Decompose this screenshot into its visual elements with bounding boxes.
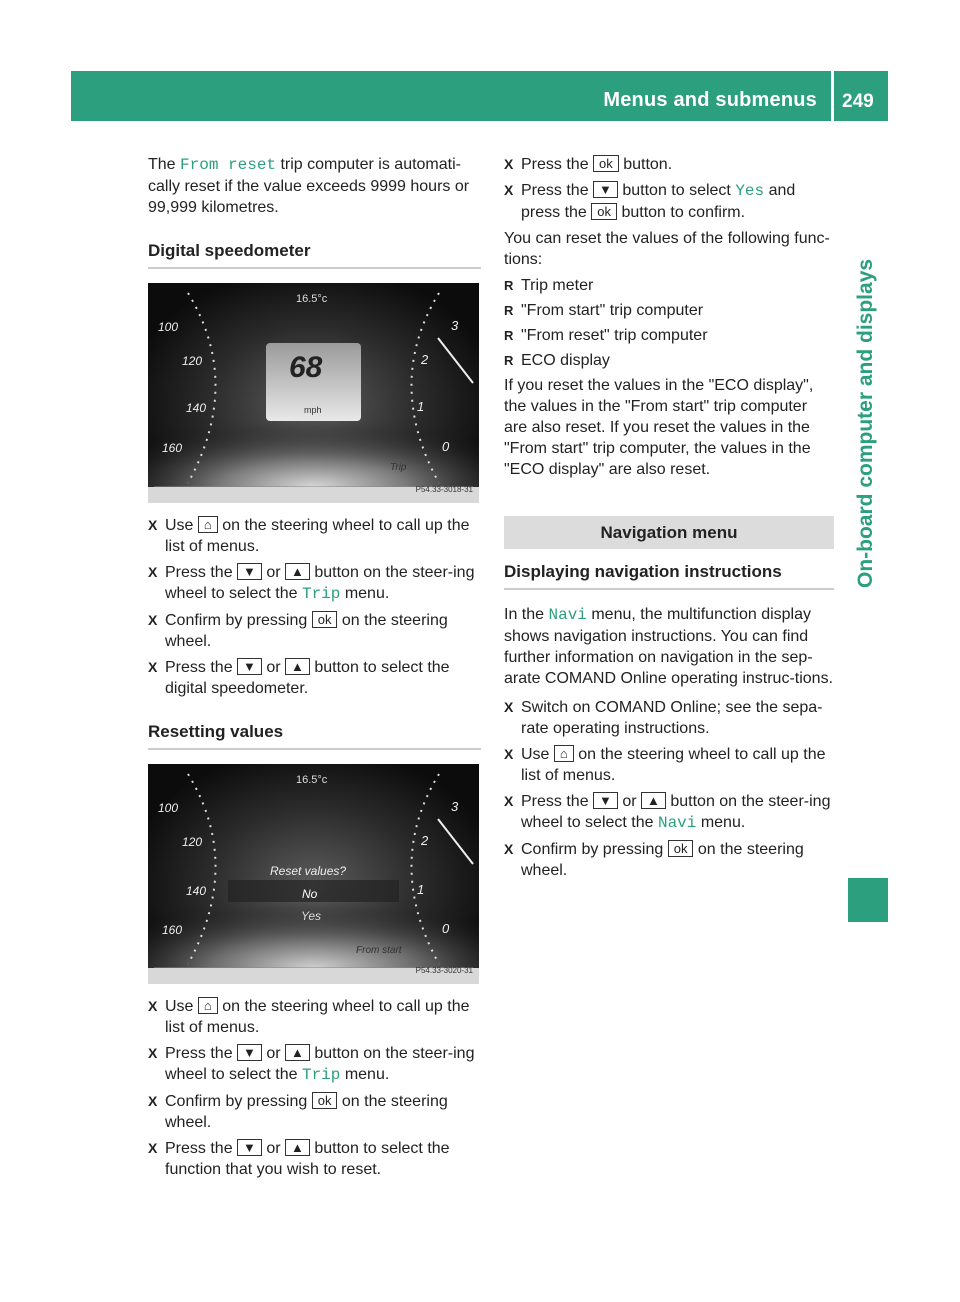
ok-key-icon: ok — [312, 611, 338, 628]
fig2-right-tick: 3 — [451, 799, 459, 814]
fig1-right-tick: 3 — [451, 318, 459, 333]
step-item: X Press the ▼ or ▲ button to select the function that you wish to reset. — [148, 1140, 450, 1178]
step-item: X Press the ▼ or ▲ button to select the digital speedometer. — [148, 659, 450, 697]
nav-intro: In the Navi menu, the multifunction display shows navigation instructions. You can find further information on navigation in the sep-arate COMAND Online operating instruc-tions. — [504, 606, 834, 687]
x-step-icon: X — [504, 746, 514, 762]
fig2-left-tick: 120 — [182, 835, 203, 849]
page-number: 249 — [842, 91, 874, 112]
x-step-icon: X — [504, 156, 514, 172]
fig1-temperature: 16.5°c — [296, 293, 328, 305]
step-item: X Confirm by pressing ok on the steering wheel. — [148, 612, 448, 650]
fig2-right-tick: 0 — [442, 921, 450, 936]
fig2-temperature: 16.5°c — [296, 774, 328, 786]
step-item: X Use ⌂ on the steering wheel to call up the list of menus. — [148, 998, 470, 1036]
fig2-left-tick: 140 — [186, 884, 207, 898]
page-header — [71, 71, 831, 121]
ok-key-icon: ok — [593, 155, 619, 172]
section-title-navigation-instructions: Displaying navigation instructions — [504, 561, 834, 590]
code-navi: Navi — [657, 814, 697, 832]
x-step-icon: X — [504, 699, 514, 715]
step-item: X Switch on COMAND Online; see the sepa-rate operating instructions. — [504, 699, 823, 737]
header-title: Menus and submenus — [603, 89, 817, 111]
fig1-right-tick: 1 — [417, 399, 425, 414]
step-item: X Press the ok button. — [504, 156, 673, 173]
reset-note: If you reset the values in the "ECO display", the values in the "From start" trip computer are also reset. If you reset the values in the "From start" trip computer, the values in the "ECO display" are also reset. — [504, 377, 814, 478]
figure-resetting-values — [148, 764, 479, 984]
side-tab-marker — [848, 878, 888, 922]
step-item: X Press the ▼ or ▲ button on the steer-ing wheel to select the Navi menu. — [504, 793, 831, 832]
x-step-icon: X — [504, 841, 514, 857]
figure-digital-speedometer — [148, 283, 479, 503]
left-column — [148, 154, 481, 1180]
fig1-unit: mph — [304, 405, 322, 415]
code-from-reset: From reset — [180, 156, 277, 174]
x-step-icon: X — [148, 1140, 158, 1156]
right-column — [504, 154, 834, 881]
ok-key-icon: ok — [591, 203, 617, 220]
x-step-icon: X — [148, 612, 158, 628]
x-step-icon: X — [504, 182, 514, 198]
list-item: R Trip meter — [504, 277, 594, 294]
down-arrow-icon: ▼ — [237, 563, 262, 580]
code-trip: Trip — [301, 1066, 341, 1084]
fig1-caption: P54.33-3018-31 — [415, 485, 473, 494]
section-title-digital-speedometer: Digital speedometer — [148, 240, 481, 269]
x-step-icon: X — [148, 659, 158, 675]
fig2-from-start-label: From start — [356, 945, 402, 956]
up-arrow-icon: ▲ — [285, 658, 310, 675]
fig1-left-tick: 160 — [162, 441, 183, 455]
steps-speedometer — [148, 515, 481, 699]
fig2-question: Reset values? — [270, 864, 347, 878]
down-arrow-icon: ▼ — [593, 792, 618, 809]
fig2-right-tick: 1 — [417, 882, 425, 897]
fig2-caption: P54.33-3020-31 — [415, 966, 473, 975]
speedometer-illustration — [148, 283, 479, 503]
code-yes: Yes — [735, 182, 765, 200]
code-trip: Trip — [301, 585, 341, 603]
list-item: R "From start" trip computer — [504, 302, 704, 319]
down-arrow-icon: ▼ — [593, 181, 618, 198]
page-number-box — [834, 71, 888, 121]
home-icon: ⌂ — [198, 516, 218, 533]
reset-intro: You can reset the values of the following func-tions: — [504, 230, 830, 268]
ok-key-icon: ok — [668, 840, 694, 857]
fig2-option-yes: Yes — [301, 909, 322, 923]
home-icon: ⌂ — [198, 997, 218, 1014]
code-navi: Navi — [548, 606, 587, 624]
ok-key-icon: ok — [312, 1092, 338, 1109]
fig1-left-tick: 100 — [158, 320, 179, 334]
step-item: X Confirm by pressing ok on the steering wheel. — [148, 1093, 448, 1131]
reset-function-list — [504, 275, 834, 371]
down-arrow-icon: ▼ — [237, 1139, 262, 1156]
r-bullet-icon: R — [504, 353, 514, 368]
fig2-option-no: No — [302, 887, 318, 901]
r-bullet-icon: R — [504, 328, 514, 343]
x-step-icon: X — [504, 793, 514, 809]
x-step-icon: X — [148, 517, 158, 533]
fig1-right-tick: 2 — [421, 352, 429, 367]
home-icon: ⌂ — [554, 745, 574, 762]
fig2-right-tick: 2 — [421, 833, 429, 848]
section-title-resetting-values: Resetting values — [148, 721, 481, 750]
step-item: X Use ⌂ on the steering wheel to call up the list of menus. — [504, 746, 826, 784]
steps-reset — [148, 996, 481, 1180]
fig2-left-tick: 100 — [158, 801, 179, 815]
down-arrow-icon: ▼ — [237, 1044, 262, 1061]
fig1-trip-label: Trip — [390, 462, 407, 473]
fig1-left-tick: 120 — [182, 354, 203, 368]
fig1-left-tick: 140 — [186, 401, 207, 415]
side-tab-label: On-board computer and displays — [854, 258, 877, 588]
fig1-right-tick: 0 — [442, 439, 450, 454]
intro-paragraph: The From reset trip computer is automati-cally reset if the value exceeds 9999 hours or 99,999 kilometres. — [148, 156, 470, 216]
step-item: X Confirm by pressing ok on the steering wheel. — [504, 841, 804, 879]
down-arrow-icon: ▼ — [237, 658, 262, 675]
side-tab — [848, 128, 888, 588]
up-arrow-icon: ▲ — [285, 563, 310, 580]
section-bar-navigation-menu: Navigation menu — [504, 516, 834, 549]
list-item: R "From reset" trip computer — [504, 327, 708, 344]
up-arrow-icon: ▲ — [641, 792, 666, 809]
step-item: X Press the ▼ or ▲ button on the steer-ing wheel to select the Trip menu. — [148, 1045, 475, 1084]
step-item: X Use ⌂ on the steering wheel to call up the list of menus. — [148, 517, 470, 555]
step-item: X Press the ▼ button to select Yes and press the ok button to confirm. — [504, 182, 796, 221]
x-step-icon: X — [148, 564, 158, 580]
up-arrow-icon: ▲ — [285, 1044, 310, 1061]
steps-navigation — [504, 697, 834, 881]
r-bullet-icon: R — [504, 303, 514, 318]
x-step-icon: X — [148, 1093, 158, 1109]
list-item: R ECO display — [504, 352, 610, 369]
step-item: X Press the ▼ or ▲ button on the steer-ing wheel to select the Trip menu. — [148, 564, 475, 603]
fig1-speed: 68 — [289, 351, 323, 384]
x-step-icon: X — [148, 998, 158, 1014]
up-arrow-icon: ▲ — [285, 1139, 310, 1156]
r-bullet-icon: R — [504, 278, 514, 293]
x-step-icon: X — [148, 1045, 158, 1061]
fig2-left-tick: 160 — [162, 923, 183, 937]
